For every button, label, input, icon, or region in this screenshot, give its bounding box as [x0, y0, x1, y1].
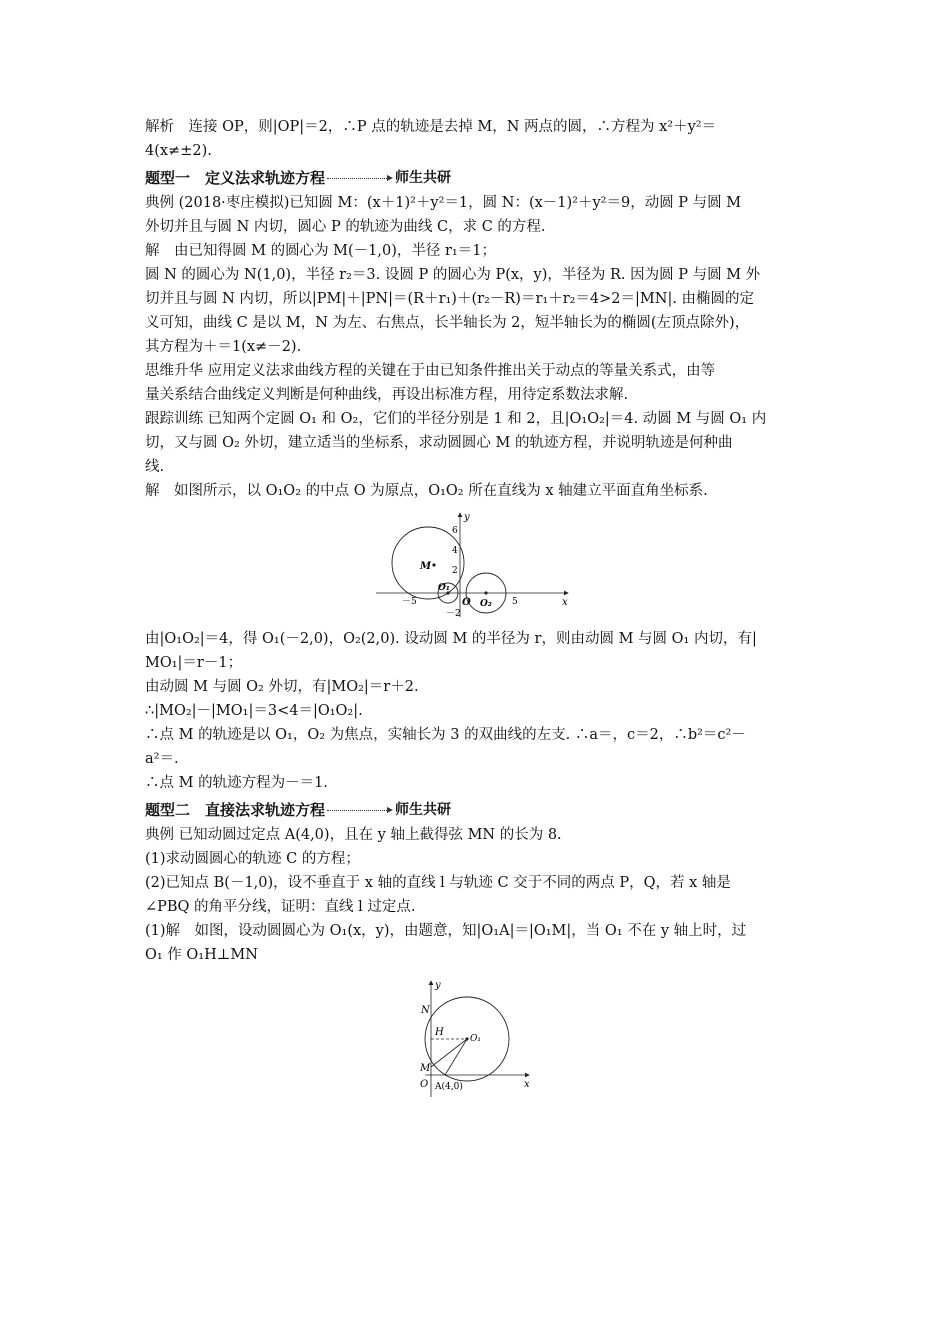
label-x: x	[524, 1079, 530, 1090]
point-O2	[484, 591, 487, 594]
label-O: O	[420, 1079, 429, 1090]
text-line: 由动圆 M 与圆 O₂ 外切，有|MO₂|＝r＋2.	[145, 679, 419, 695]
section-tag: 师生共研	[395, 170, 452, 186]
text-line: 由|O₁O₂|＝4，得 O₁(－2,0)，O₂(2,0). 设动圆 M 的半径为 r，则由动圆 M 与圆 O₁ 内切，有|	[145, 631, 757, 647]
label-N: N	[421, 1005, 430, 1016]
label-O1: O₁	[470, 1034, 481, 1044]
tick-6: 6	[452, 526, 458, 536]
arrow-icon	[327, 810, 391, 811]
section-heading-2	[145, 797, 807, 823]
text-line: 圆 N 的圆心为 N(1,0)，半径 r₂＝3. 设圆 P 的圆心为 P(x，y)，半径为 R. 因为圆 P 与圆 M 外	[145, 267, 761, 283]
text-line: ∴点 M 的轨迹是以 O₁，O₂ 为焦点，实轴长为 3 的双曲线的左支. ∴a＝，c＝2，∴b²＝c²－	[145, 727, 746, 743]
figure-moving-circle	[411, 977, 541, 1107]
label-M: M	[420, 1063, 431, 1074]
text-line: 解 由已知得圆 M 的圆心为 M(－1,0)，半径 r₁＝1；	[145, 243, 496, 259]
section-title: 题型二 直接法求轨迹方程	[145, 801, 326, 819]
text-line: 思维升华 应用定义法求曲线方程的关键在于由已知条件推出关于动点的等量关系式，由等	[145, 363, 716, 379]
label-O: O	[462, 597, 471, 608]
text-line: ∴点 M 的轨迹方程为－＝1.	[145, 775, 328, 791]
text-line: 典例 已知动圆过定点 A(4,0)，且在 y 轴上截得弦 MN 的长为 8.	[145, 827, 562, 843]
label-y: y	[464, 512, 470, 523]
label-O2: O₂	[480, 599, 492, 609]
document-page	[145, 115, 807, 1113]
segment-MO1	[431, 1039, 467, 1067]
text-line: MO₁|＝r－1；	[145, 655, 243, 671]
point-O1	[465, 1037, 468, 1040]
tick-neg5: －5	[402, 597, 417, 607]
label-M: M	[420, 561, 432, 572]
tick-4: 4	[452, 546, 458, 556]
text-line: 解 如图所示，以 O₁O₂ 的中点 O 为原点，O₁O₂ 所在直线为 x 轴建立平面直角坐标系.	[145, 483, 708, 499]
text-line: 跟踪训练 已知两个定圆 O₁ 和 O₂，它们的半径分别是 1 和 2，且|O₁O₂|＝4. 动圆 M 与圆 O₁ 内	[145, 411, 767, 427]
point-M	[432, 563, 435, 566]
label-O1: O₁	[438, 583, 450, 593]
label-A: A(4,0)	[435, 1082, 463, 1092]
text-line: 外切并且与圆 N 内切，圆心 P 的轨迹为曲线 C，求 C 的方程.	[145, 219, 546, 235]
text-line: (2)已知点 B(－1,0)，设不垂直于 x 轴的直线 l 与轨迹 C 交于不同的两点 P，Q，若 x 轴是	[145, 875, 731, 891]
section-title: 题型一 定义法求轨迹方程	[145, 169, 326, 187]
section-heading-1	[145, 165, 807, 191]
figure-circles	[376, 509, 576, 621]
label-H: H	[435, 1027, 444, 1038]
label-y: y	[435, 980, 441, 991]
text-line: 义可知，曲线 C 是以 M，N 为左、右焦点，长半轴长为 2，短半轴长为的椭圆(左顶点除外)，	[145, 315, 750, 331]
tick-neg2: －2	[446, 609, 461, 619]
text-line: (1)求动圆圆心的轨迹 C 的方程；	[145, 851, 360, 867]
label-x: x	[562, 597, 568, 608]
text-line: 线.	[145, 459, 165, 475]
text-line: O₁ 作 O₁H⊥MN	[145, 947, 258, 963]
text-line: 切并且与圆 N 内切，所以|PM|＋|PN|＝(R＋r₁)＋(r₂－R)＝r₁＋r₂＝4>2＝|MN|. 由椭圆的定	[145, 291, 755, 307]
tick-2: 2	[452, 566, 458, 576]
text-line: ∴|MO₂|－|MO₁|＝3<4＝|O₁O₂|.	[145, 703, 363, 719]
text-line: a²＝.	[145, 751, 179, 767]
text-line: 其方程为＋＝1(x≠－2).	[145, 339, 302, 355]
text-line: 切，又与圆 O₂ 外切，建立适当的坐标系，求动圆圆心 M 的轨迹方程，并说明轨迹是何种曲	[145, 435, 733, 451]
text-line: 典例 (2018·枣庄模拟)已知圆 M：(x＋1)²＋y²＝1，圆 N：(x－1)²＋y²＝9，动圆 P 与圆 M	[145, 195, 742, 211]
tick-5: 5	[512, 597, 518, 607]
segment-AO1	[445, 1039, 467, 1075]
arrow-icon	[327, 178, 391, 179]
section-tag: 师生共研	[395, 802, 452, 818]
text-line: 4(x≠±2).	[145, 143, 212, 159]
text-line: (1)解 如图，设动圆圆心为 O₁(x，y)，由题意，知|O₁A|＝|O₁M|，当 O₁ 不在 y 轴上时，过	[145, 923, 747, 939]
text-line: 量关系结合曲线定义判断是何种曲线，再设出标准方程，用待定系数法求解.	[145, 387, 629, 403]
text-line: ∠PBQ 的角平分线，证明：直线 l 过定点.	[145, 899, 416, 915]
text-line: 解析 连接 OP，则|OP|＝2，∴P 点的轨迹是去掉 M，N 两点的圆，∴方程为 x²＋y²＝	[145, 119, 717, 135]
